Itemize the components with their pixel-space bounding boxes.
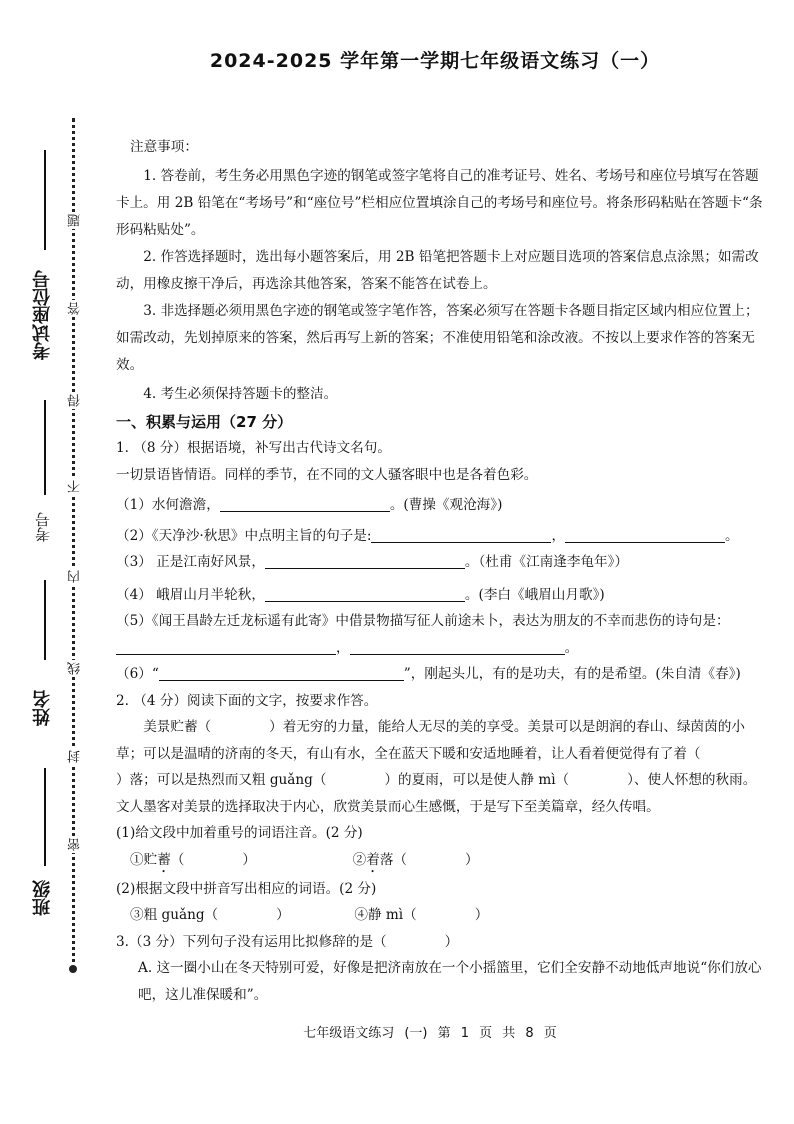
q2-sub1: (1)给文段中加着重号的词语注音。(2 分) (116, 825, 363, 841)
seal-word-de: 得 (68, 394, 83, 407)
q1-l5-answer-blank-1[interactable] (116, 638, 336, 655)
seal-word-nei: 内 (68, 570, 83, 583)
q1-l2-end: 。 (725, 527, 739, 544)
seal-word-da: 答 (68, 302, 83, 315)
q2-stem: 2. （4 分）阅读下面的文字，按要求作答。 (116, 692, 378, 709)
q2-passage-part-4: ）的夏雨，可以是使人静 mì（ (384, 772, 570, 788)
q2-sub1a-prefix: ①贮 (130, 851, 158, 868)
q1-l3-answer-blank[interactable] (265, 552, 465, 569)
exam-content (116, 134, 764, 1008)
notice-heading: 注意事项： (130, 139, 198, 155)
q1-intro: 一切景语皆情语。同样的季节，在不同的文人骚客眼中也是各着色彩。 (116, 466, 538, 483)
notice-item-1: 1. 答卷前，考生务必用黑色字迹的钢笔或签字笔将自己的准考证号、姓名、考场号和座位号填写在答题卡上。用 2B 铅笔在“考场号”和“座位号”栏相应位置填涂自己的考场号和座位号。将条形码粘贴在答题卡“条形码粘贴处”。 (116, 167, 763, 238)
notice-item-2: 2. 作答选择题时，选出每小题答案后，用 2B 铅笔把答题卡上对应题目选项的答案信息点涂黑；如需改动，用橡皮擦干净后，再选涂其他答案，答案不能答在试卷上。 (116, 248, 759, 292)
q1-l4-prefix: （4） 峨眉山月半轮秋， (116, 586, 265, 603)
q3-option-a[interactable]: A. 这一圈小山在冬天特别可爱，好像是把济南放在一个小摇篮里，它们全安静不动地低声地说“你们放心吧，这儿准保暖和”。 (138, 960, 762, 1003)
q2-sub1a-open: （ (170, 851, 185, 868)
seal-word-ti: 题 (68, 214, 83, 227)
q1-l5-answer-blank-2[interactable] (350, 638, 565, 655)
seat-number-blank[interactable] (44, 150, 46, 250)
q1-line-6 (116, 661, 764, 688)
q1-l6-suffix: ”，刚起头儿，有的是功夫，有的是希望。(朱自清《春》) (403, 666, 741, 682)
binding-strip (0, 0, 110, 1124)
q1-l6-answer-blank[interactable] (159, 664, 404, 681)
q1-l2-prefix: （2）《天净沙·秋思》中点明主旨的句子是: (116, 527, 372, 544)
q3-stem-close: ） (444, 933, 459, 950)
class-blank[interactable] (44, 768, 46, 866)
q2-sub1b-open: 落（ (379, 851, 407, 868)
seat-number-label: 考试座位号 (32, 270, 53, 360)
q1-l5-prompt: （5）《闻王昌龄左迁龙标遥有此寄》中借景物描写征人前途未卜，表达为朋友的不幸而悲伤的诗句是： (116, 613, 730, 629)
seal-line-end (69, 965, 77, 973)
q2-sub1b-prefix: ② (352, 851, 367, 868)
q1-l4-suffix: 。(李白《峨眉山月歌》) (464, 586, 605, 603)
q3-stem (116, 929, 764, 956)
name-label: 姓名 (32, 690, 53, 726)
q1-line-4 (116, 582, 764, 609)
q1-l2-answer-blank-1[interactable] (371, 526, 551, 543)
q2-sub2: (2)根据文段中拼音写出相应的词语。(2 分) (116, 880, 377, 897)
q2-passage-part-2: ）着无穷的力量，能给人无尽的美的享受。美景可以是朗润的春山、绿茵茵的小草；可以是温晴的济南的冬天，有山有水，全在蓝天下暖和安适地睡着，让人看着便觉得有了着（ (116, 719, 745, 762)
q1-l5-comma: ， (336, 639, 350, 656)
seal-word-xian: 线 (68, 662, 83, 675)
notice-item-4: 4. 考生必须保持答题卡的整洁。 (143, 385, 338, 402)
exam-number-blank[interactable] (44, 400, 46, 495)
q1-stem: 1. （8 分）根据语境，补写出古代诗文名句。 (116, 440, 391, 456)
q1-l6-prefix: （6）“ (116, 666, 159, 682)
q2-sub1-answers (116, 847, 764, 876)
q2-sub1a-close: ） (242, 851, 256, 868)
q2-passage-part-5: ）、使人怀想的秋雨。文人墨客对美景的选择取决于内心，欣赏美景而心生感慨，于是写下至美篇章，经久传唱。 (116, 772, 757, 815)
q1-l5-end: 。 (564, 639, 579, 656)
seal-word-bu: 不 (68, 480, 83, 493)
q2-passage (116, 714, 764, 820)
q1-line-5 (116, 608, 764, 661)
q2-passage-part-3: ）落；可以是热烈而又粗 guǎng（ (116, 772, 327, 788)
q2-sub1b-close: ） (465, 851, 479, 868)
q2-sub2b-prefix: ④静 mì（ (354, 907, 417, 923)
q2-sub2b-close: ） (474, 907, 489, 923)
q1-l4-answer-blank[interactable] (265, 585, 465, 602)
q1-line-3 (116, 549, 764, 576)
q1-l3-suffix: 。（杜甫《江南逢李龟年》） (464, 554, 629, 570)
seal-word-feng: 封 (68, 750, 83, 763)
seal-word-mi: 密 (68, 838, 83, 851)
q1-l2-answer-blank-2[interactable] (565, 526, 725, 543)
q2-sub1b-emphasis: 着 (366, 851, 380, 868)
q2-sub2a-close: ） (276, 907, 290, 923)
q1-l1-answer-blank[interactable] (220, 495, 390, 512)
q1-line-1 (116, 492, 764, 519)
page-footer: 七年级语文练习 (一) 第 1 页 共 8 页 (303, 1026, 557, 1041)
exam-title: 2024-2025 学年第一学期七年级语文练习（一） (209, 50, 661, 72)
name-blank[interactable] (44, 580, 46, 660)
exam-number-label: 考号 (34, 512, 52, 542)
notice-item-3: 3. 非选择题必须用黑色字迹的钢笔或签字笔作答，答案必须写在答题卡各题目指定区域内相应位置上；如需改动，先划掉原来的答案，然后再写上新的答案；不准使用铅笔和涂改液。不按以上要求作答的答案无效。 (116, 302, 759, 373)
class-label: 班级 (32, 880, 53, 916)
q2-sub2-answers (116, 902, 764, 929)
q1-l1-prefix: （1）水何澹澹， (116, 497, 220, 513)
q3-stem-text: 3.（3 分）下列句子没有运用比拟修辞的是（ (116, 933, 387, 950)
q2-passage-part-1: 美景贮蓄（ (143, 719, 212, 735)
q2-sub1a-emphasis: 蓄 (157, 851, 171, 868)
q1-l3-prefix: （3） 正是江南好风景， (116, 554, 265, 570)
q1-l1-suffix: 。(曹操《观沧海》) (389, 497, 503, 513)
q1-line-2 (116, 523, 764, 550)
section-1-heading: 一、积累与运用（27 分） (116, 412, 293, 431)
q2-sub2a-prefix: ③粗 guǎng（ (130, 907, 219, 923)
q1-l2-comma: ， (551, 527, 566, 544)
